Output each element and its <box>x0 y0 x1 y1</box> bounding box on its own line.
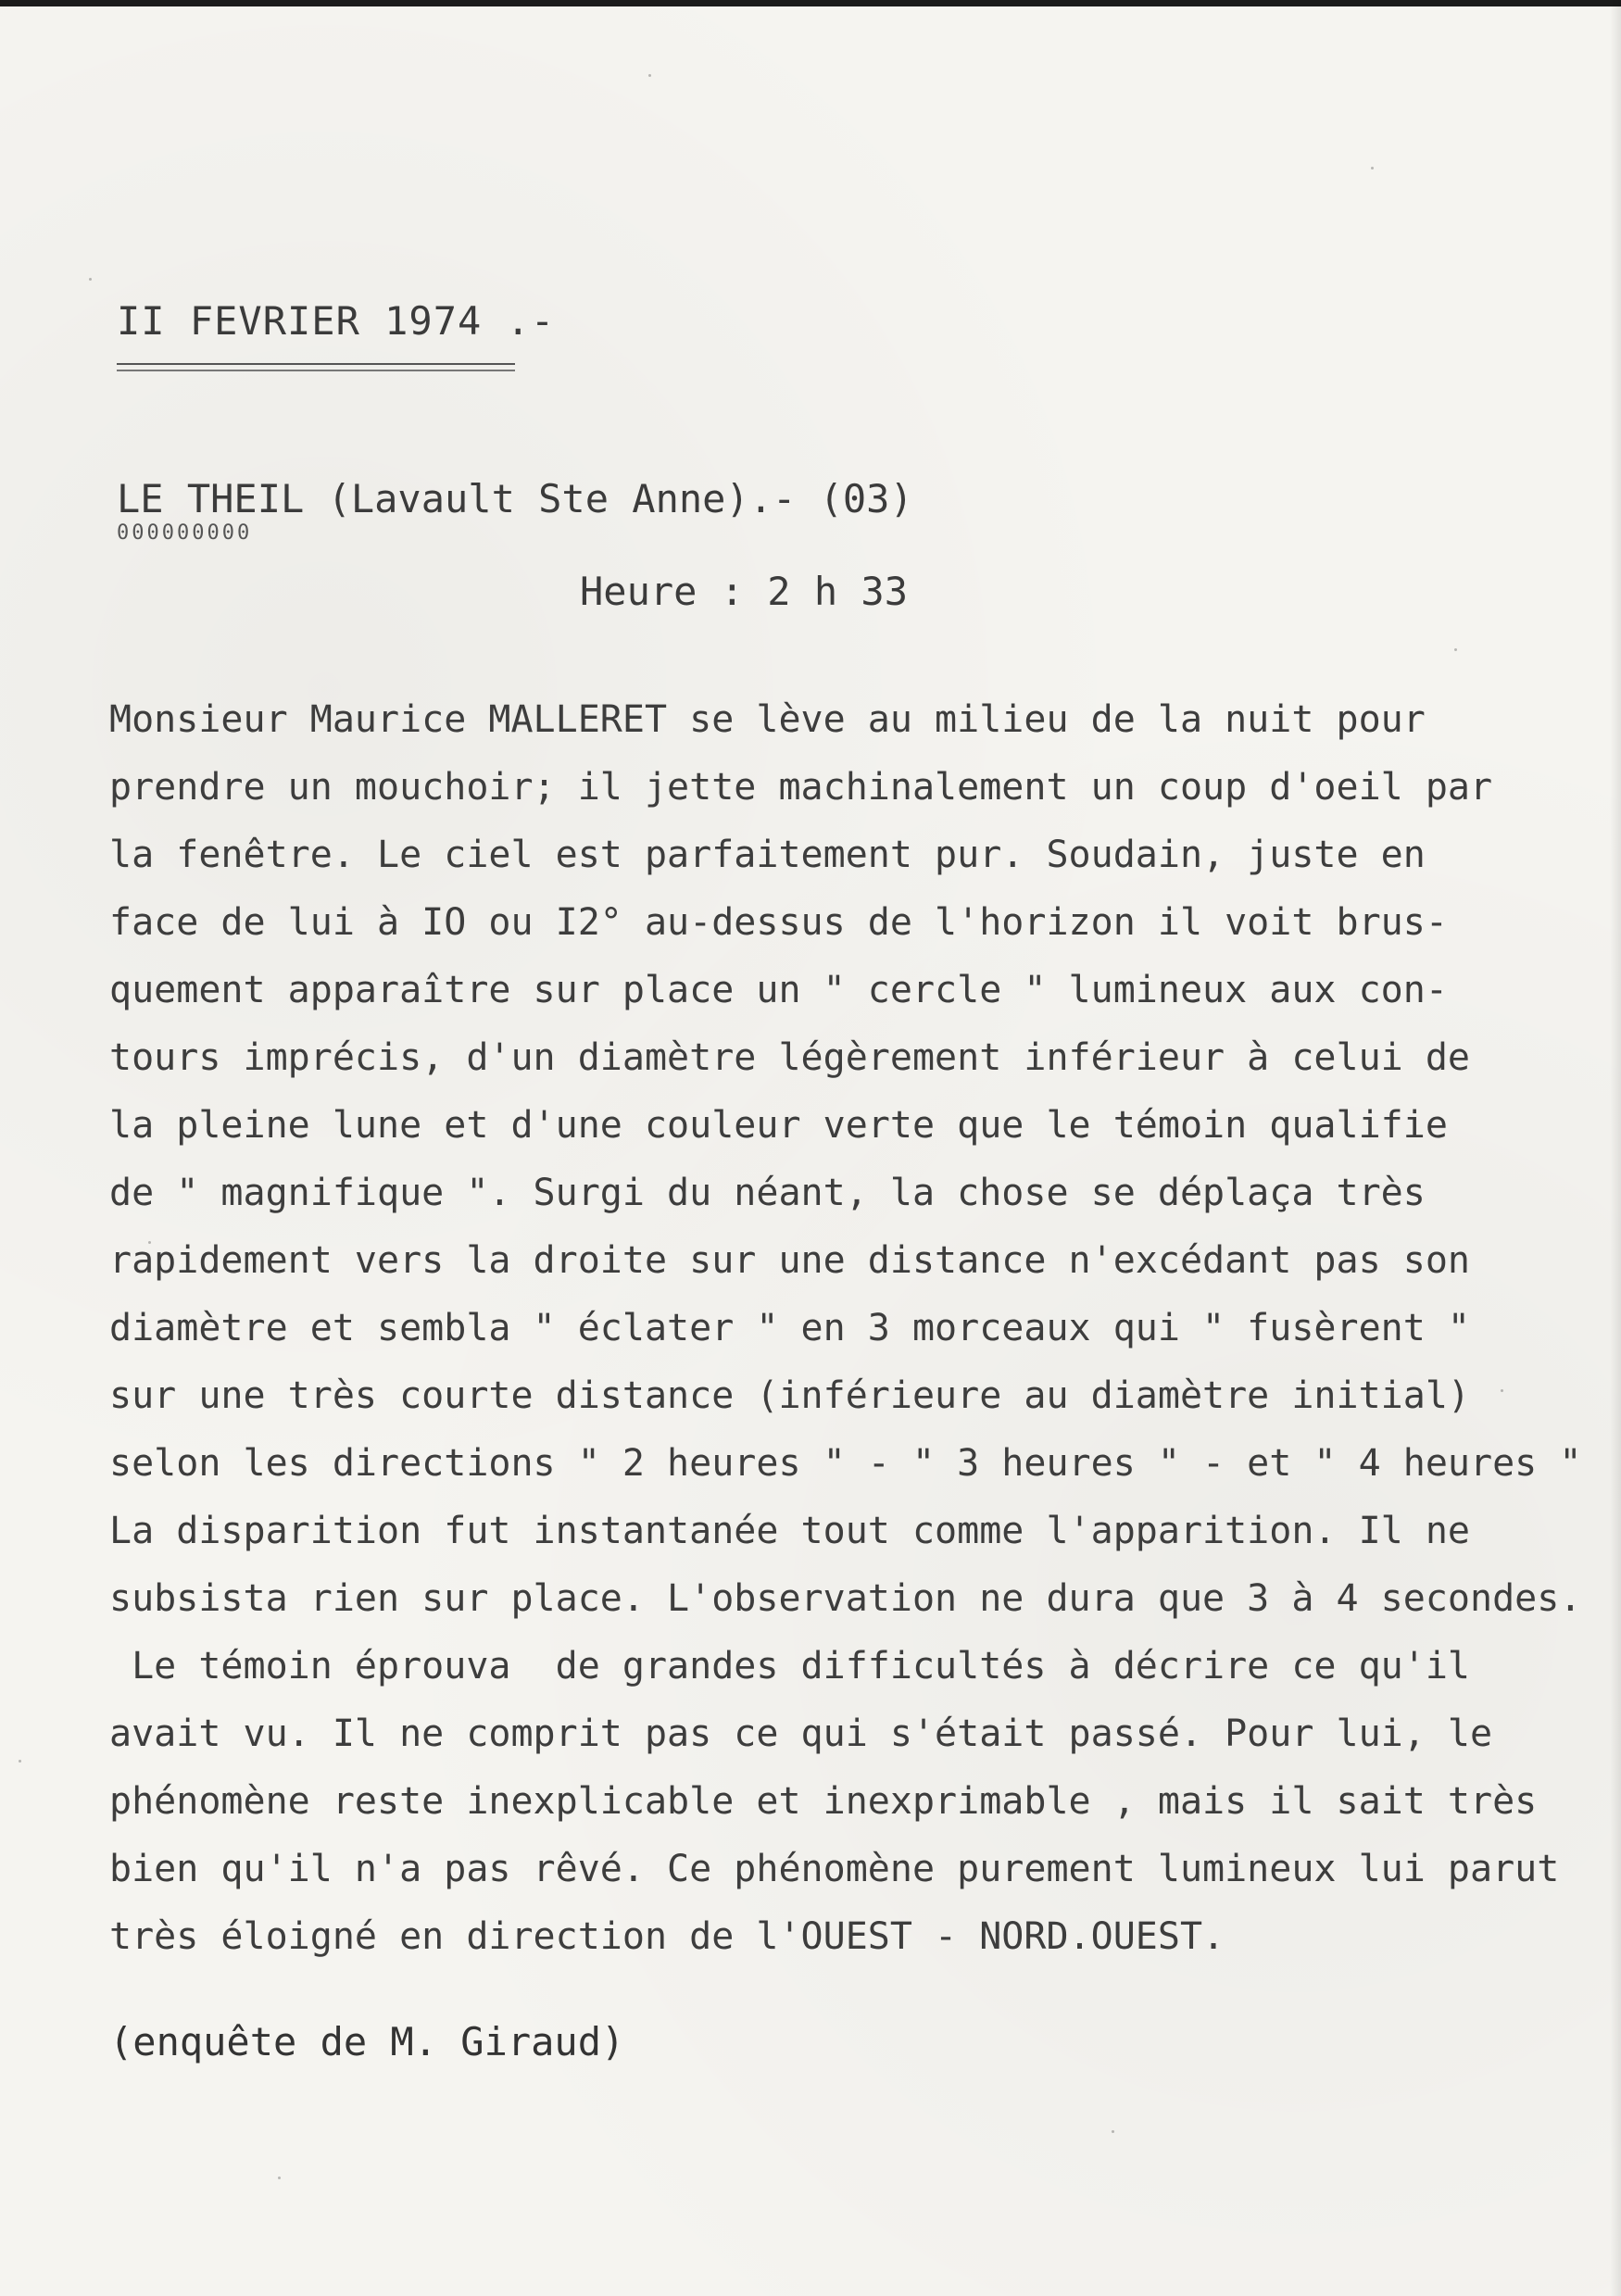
body-line: phénomène reste inexplicable et inexprimable , mais il sait très <box>109 1780 1538 1823</box>
body-line: Le témoin éprouva de grandes difficultés à décrire ce qu'il <box>109 1645 1471 1687</box>
body-line: diamètre et sembla " éclater " en 3 morceaux qui " fusèrent " <box>109 1307 1471 1349</box>
body-line: prendre un mouchoir; il jette machinalement un coup d'oeil par <box>109 766 1493 809</box>
place-heading: LE THEIL (Lavault Ste Anne).- (03) <box>117 476 913 521</box>
top-border-line <box>0 0 1621 6</box>
body-line: subsista rien sur place. L'observation ne dura que 3 à 4 secondes. <box>109 1577 1582 1620</box>
investigator-signature: (enquête de M. Giraud) <box>109 2019 625 2064</box>
body-line: sur une très courte distance (inférieure au diamètre initial) <box>109 1374 1471 1417</box>
body-line: la pleine lune et d'une couleur verte que le témoin qualifie <box>109 1104 1448 1147</box>
page-edge-shadow <box>1610 0 1621 2296</box>
body-line: Monsieur Maurice MALLERET se lève au milieu de la nuit pour <box>109 698 1426 741</box>
body-paragraph <box>109 698 1582 1983</box>
body-line: rapidement vers la droite sur une distance n'excédant pas son <box>109 1239 1471 1282</box>
body-line: face de lui à IO ou I2° au-dessus de l'horizon il voit brus- <box>109 901 1448 944</box>
date-underline <box>117 363 515 371</box>
body-line: tours imprécis, d'un diamètre légèrement inférieur à celui de <box>109 1036 1471 1079</box>
date-heading: II FEVRIER 1974 .- <box>117 298 556 344</box>
body-line: la fenêtre. Le ciel est parfaitement pur. Soudain, juste en <box>109 834 1426 876</box>
time-line: Heure : 2 h 33 <box>580 569 909 614</box>
body-line: quement apparaître sur place un " cercle " lumineux aux con- <box>109 969 1448 1011</box>
body-line: selon les directions " 2 heures " - " 3 heures " - et " 4 heures " <box>109 1442 1582 1485</box>
body-line: avait vu. Il ne comprit pas ce qui s'était passé. Pour lui, le <box>109 1713 1493 1755</box>
body-line: bien qu'il n'a pas rêvé. Ce phénomène purement lumineux lui parut <box>109 1848 1560 1890</box>
place-underline: 000000000 <box>117 521 253 545</box>
body-line: de " magnifique ". Surgi du néant, la chose se déplaça très <box>109 1172 1426 1214</box>
body-line: La disparition fut instantanée tout comme l'apparition. Il ne <box>109 1510 1471 1552</box>
body-line: très éloigné en direction de l'OUEST - NORD.OUEST. <box>109 1915 1225 1958</box>
